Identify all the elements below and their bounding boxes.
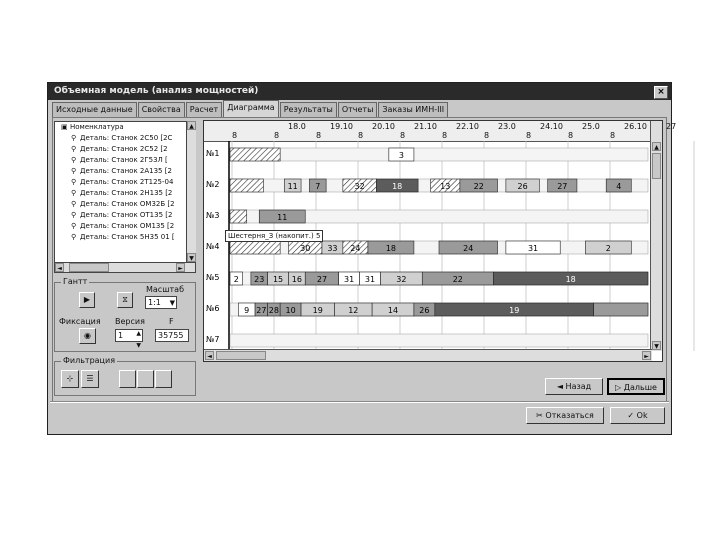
time-label-date: 21.10 <box>414 122 437 131</box>
divider <box>50 401 669 403</box>
operation-label: 3 <box>398 151 404 160</box>
tab-0[interactable]: Исходные данные <box>52 102 137 117</box>
gantt-horizontal-scrollbar[interactable] <box>204 349 652 361</box>
operation-label: 31 <box>364 275 376 284</box>
machine-row-track <box>230 148 648 161</box>
operation-label: 12 <box>348 306 359 315</box>
time-label-date: 25.0 <box>582 122 600 131</box>
part-icon: ⚲ <box>71 200 77 208</box>
time-label-date: 18.0 <box>288 122 306 131</box>
next-button[interactable] <box>607 378 665 395</box>
chevron-down-icon: ▼ <box>169 299 175 307</box>
time-label-hour: 8 <box>610 131 616 140</box>
scroll-right-icon[interactable]: ► <box>176 263 185 272</box>
operation-label: 30 <box>300 244 311 253</box>
spin-icon: ▲ ▼ <box>136 330 141 349</box>
title-bar <box>48 83 671 100</box>
tree-item-label: Деталь: Станок 2С50 [2С <box>80 134 173 142</box>
version-stepper[interactable] <box>115 329 143 349</box>
tree-item[interactable] <box>55 177 195 188</box>
fix-label: Фиксация <box>59 317 101 326</box>
tree-item[interactable] <box>55 199 195 210</box>
scroll-thumb[interactable] <box>69 263 109 272</box>
arrow-right-icon: ▷ <box>615 383 624 392</box>
tree-item-label: Деталь: Станок 2Г53Л [ <box>80 156 168 164</box>
tree-item[interactable] <box>55 232 195 243</box>
operation-label: 22 <box>473 182 484 191</box>
f-value: 35755 <box>158 331 184 340</box>
operation-label: 32 <box>354 182 365 191</box>
play-button[interactable] <box>79 292 95 308</box>
gantt-group-label: Гантт <box>63 277 88 286</box>
machine-row-label: №2 <box>206 180 220 189</box>
tree-item-label: Деталь: Станок ОТ135 [2 <box>80 211 173 219</box>
next-label: Дальше <box>623 383 657 392</box>
part-icon: ⚲ <box>71 178 77 186</box>
ok-label: Ok <box>636 411 648 420</box>
time-label-hour: 8 <box>358 131 364 140</box>
arrow-left-icon: ◄ <box>556 382 566 391</box>
hourglass-button[interactable] <box>117 292 133 308</box>
tree-item-label: Деталь: Станок ОМ32Б [2 <box>80 200 175 208</box>
machine-row-label: №1 <box>206 149 220 158</box>
time-label-date: 23.0 <box>498 122 516 131</box>
operation-label: 7 <box>315 182 321 191</box>
operation-label: 27 <box>316 275 328 284</box>
part-icon: ⚲ <box>71 222 77 230</box>
operation-bar[interactable] <box>230 241 280 254</box>
time-label-hour: 8 <box>568 131 574 140</box>
scroll-left-icon[interactable]: ◄ <box>205 351 214 360</box>
tab-1[interactable]: Свойства <box>138 102 185 117</box>
operation-label: 26 <box>517 182 528 191</box>
check-icon: ✓ <box>627 411 637 420</box>
operation-bar[interactable] <box>594 303 648 316</box>
operation-bar[interactable] <box>230 148 280 161</box>
part-icon: ⚲ <box>71 189 77 197</box>
cancel-label: Отказаться <box>545 411 594 420</box>
time-label-hour: 8 <box>484 131 490 140</box>
operation-label: 27 <box>256 306 267 315</box>
folder-icon: ▣ <box>61 123 68 131</box>
f-field[interactable] <box>155 329 189 342</box>
tab-6[interactable]: Заказы ИМН-III <box>378 102 448 117</box>
filter-list-button[interactable] <box>81 370 99 388</box>
operation-bar[interactable] <box>230 179 263 192</box>
back-label: Назад <box>565 382 592 391</box>
tree-item-label: Деталь: Станок 2С52 [2 <box>80 145 168 153</box>
operation-label: 14 <box>387 306 399 315</box>
scroll-down-icon[interactable]: ▼ <box>652 341 661 350</box>
tree-item[interactable] <box>55 144 195 155</box>
operation-bar[interactable] <box>230 210 247 223</box>
scroll-up-icon[interactable]: ▲ <box>652 142 661 151</box>
operation-label: 9 <box>244 306 250 315</box>
tree-item[interactable] <box>55 133 195 144</box>
version-value: 1 <box>118 331 124 340</box>
time-label-hour: 8 <box>526 131 532 140</box>
time-label-hour: 8 <box>442 131 448 140</box>
filter-slot-1[interactable] <box>119 370 136 388</box>
tree-item[interactable] <box>55 166 195 177</box>
time-label-hour: 8 <box>232 131 238 140</box>
gantt-chart[interactable] <box>203 120 677 362</box>
scroll-thumb[interactable] <box>216 351 266 360</box>
filter-slot-2[interactable] <box>137 370 154 388</box>
operation-label: 27 <box>557 182 568 191</box>
operation-label: 26 <box>419 306 430 315</box>
operation-label: 31 <box>344 275 355 284</box>
tab-5[interactable]: Отчеты <box>338 102 378 117</box>
scale-label: Масштаб <box>146 285 185 294</box>
version-label: Версия <box>115 317 145 326</box>
tree-vertical-scrollbar[interactable] <box>186 121 196 262</box>
gantt-vertical-scrollbar[interactable] <box>650 121 662 351</box>
tree-item[interactable] <box>55 155 195 166</box>
time-label-date: 27 <box>666 122 677 131</box>
operation-label: 31 <box>527 244 539 253</box>
machine-row-label: №7 <box>206 335 220 344</box>
filter-slot-3[interactable] <box>155 370 172 388</box>
tab-bar <box>52 102 449 117</box>
operation-label: 2 <box>233 275 239 284</box>
tree-item-label: Деталь: Станок 2Н135 [2 <box>80 189 173 197</box>
machine-row-label: №3 <box>206 211 220 220</box>
cancel-button[interactable] <box>526 407 604 424</box>
play-icon: ▶ <box>83 295 91 304</box>
gantt-settings-group <box>54 277 196 352</box>
hourglass-icon: ⧖ <box>122 295 128 304</box>
operation-label: 28 <box>268 306 279 315</box>
tree-item-label: Деталь: Станок ОМ135 [2 <box>80 222 175 230</box>
machine-row-track <box>230 334 648 347</box>
operation-label: 11 <box>287 182 298 191</box>
time-label-date: 26.10 <box>624 122 647 131</box>
operation-label: 10 <box>285 306 296 315</box>
scale-select[interactable] <box>145 296 177 309</box>
operation-label: 18 <box>385 244 397 253</box>
scale-value: 1:1 <box>148 298 161 307</box>
time-label-date: 22.10 <box>456 122 479 131</box>
ok-button[interactable] <box>610 407 665 424</box>
time-label-date: 20.10 <box>372 122 395 131</box>
operation-label: 11 <box>277 213 288 222</box>
operation-label: 22 <box>452 275 463 284</box>
part-icon: ⚲ <box>71 145 77 153</box>
scroll-up-icon[interactable]: ▲ <box>187 121 196 130</box>
tree-item-label: Деталь: Станок 5Н35 01 [ <box>80 233 175 241</box>
filter-group-label: Фильтрация <box>63 356 116 365</box>
time-label-hour: 8 <box>274 131 280 140</box>
tree-item[interactable] <box>55 221 195 232</box>
scroll-down-icon[interactable]: ▼ <box>187 253 196 262</box>
cancel-icon: ✂ <box>536 411 546 420</box>
part-icon: ⚲ <box>71 211 77 219</box>
main-window <box>47 82 677 435</box>
operation-label: 19 <box>509 306 520 315</box>
nomenclature-tree[interactable] <box>54 121 196 269</box>
operation-label: 15 <box>272 275 284 284</box>
list-icon: ☰ <box>86 374 94 383</box>
target-icon: ◉ <box>84 331 91 340</box>
scroll-left-icon[interactable]: ◄ <box>55 263 64 272</box>
time-label-date: 19.10 <box>330 122 353 131</box>
operation-label: 13 <box>440 182 451 191</box>
operation-label: 2 <box>605 244 611 253</box>
operation-label: 23 <box>254 275 265 284</box>
tree-item[interactable] <box>55 210 195 221</box>
tab-4[interactable]: Результаты <box>280 102 337 117</box>
machine-row-label: №4 <box>206 242 220 251</box>
time-label-hour: 8 <box>316 131 322 140</box>
machine-row-label: №5 <box>206 273 220 282</box>
tree-item-label: Деталь: Станок 2А135 [2 <box>80 167 172 175</box>
tree-item-label: Деталь: Станок 2Т125-04 <box>80 178 174 186</box>
tree-item[interactable] <box>55 188 195 199</box>
part-icon: ⚲ <box>71 156 77 164</box>
close-button[interactable]: × <box>654 86 668 99</box>
time-label-hour: 8 <box>400 131 406 140</box>
operation-label: 19 <box>312 306 323 315</box>
operation-label: 16 <box>291 275 302 284</box>
part-icon: ⚲ <box>71 233 77 241</box>
part-icon: ⚲ <box>71 167 77 175</box>
machine-row-label: №6 <box>206 304 220 313</box>
tab-2[interactable]: Расчет <box>186 102 222 117</box>
operation-label: 24 <box>350 244 361 253</box>
operation-label: 18 <box>565 275 576 284</box>
split-icon: ⊹ <box>66 374 74 383</box>
operation-label: 4 <box>616 182 622 191</box>
operation-label: 33 <box>327 244 338 253</box>
part-icon: ⚲ <box>71 134 77 142</box>
bar-tooltip: Шестерня_З (накопит.) 5 <box>225 230 323 242</box>
time-label-date: 24.10 <box>540 122 563 131</box>
fix-button[interactable] <box>79 328 96 344</box>
scroll-thumb[interactable] <box>652 153 661 179</box>
operation-label: 18 <box>392 182 403 191</box>
tree-root[interactable] <box>55 122 195 133</box>
f-label: F <box>169 317 174 326</box>
window-title: Объемная модель (анализ мощностей) <box>54 86 259 96</box>
tree-horizontal-scrollbar[interactable] <box>54 262 196 273</box>
operation-label: 24 <box>463 244 474 253</box>
tree-root-label: Номенклатура <box>70 123 124 131</box>
operation-label: 32 <box>396 275 407 284</box>
filter-split-button[interactable] <box>61 370 79 388</box>
scroll-right-icon[interactable]: ► <box>642 351 651 360</box>
tab-3[interactable]: Диаграмма <box>223 100 279 117</box>
filter-group <box>54 356 196 396</box>
back-button[interactable] <box>545 378 603 395</box>
